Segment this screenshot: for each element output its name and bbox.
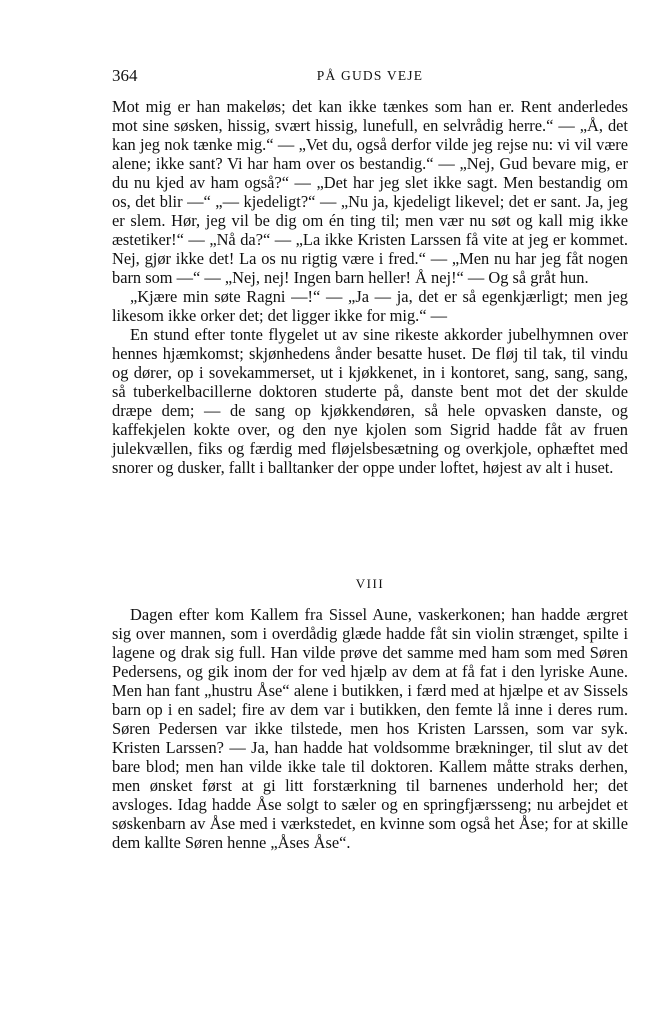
text-block-before-section — [112, 97, 628, 477]
page-header — [112, 66, 628, 88]
section-heading: VIII — [355, 576, 385, 591]
running-title: PÅ GUDS VEJE — [316, 68, 424, 83]
paragraph: En stund efter tonte flygelet ut av sine rikeste akkorder jubelhymnen over hennes hjæmkomst; skjønhedens ånder besatte huset. De fløj til tak, til vindu og dører, op i sovekammerset, ut i kjøkkenet, in i kontoret, sang, sang, sang, så tuberkelbacillerne doktoren studerte på, danste bent mot det der skulde dræpe dem; — de sang op kjøkkendøren, så hele opvasken danste, og kaffekjelen kokte over, og den nye kjolen som Sigrid hadde fåt av fruen julekvællen, fiks og færdig med fløjelsbesætning og overkjole, ophæftet med snorer og dusker, fallt i balltanker der oppe under loftet, højest av alt i huset. — [112, 325, 628, 477]
paragraph: Mot mig er han makeløs; det kan ikke tænkes som han er. Rent anderledes mot sine søsken, hissig, svært hissig, lunefull, en selvrådig herre.“ — „Å, det kan jeg nok tænke mig.“ — „Vet du, også derfor vilde jeg rejse nu: vi vil være alene; ikke sant? Vi har ham over os bestandig.“ — „Nej, Gud bevare mig, er du nu kjed av ham også?“ — „Det har jeg slet ikke sagt. Men bestandig om os, det blir —“ „— kjedeligt?“ — „Nu ja, kjedeligt likevel; det er sant. Ja, jeg er slem. Hør, jeg vil be dig om én ting til; men vær nu søt og kall mig ikke æstetiker!“ — „Nå da?“ — „La ikke Kristen Larssen få vite at jeg er kommet. Nej, gjør ikke det! La os nu rigtig være i fred.“ — „Men nu har jeg fåt nogen barn som —“ — „Nej, nej! Ingen barn heller! Å nej!“ — Og så gråt hun. — [112, 97, 628, 287]
text-block-after-section — [112, 605, 628, 852]
paragraph: „Kjære min søte Ragni —!“ — „Ja — ja, det er så egenkjærligt; men jeg likesom ikke orker det; det ligger ikke for mig.“ — — [112, 287, 628, 325]
paragraph: Dagen efter kom Kallem fra Sissel Aune, vaskerkonen; han hadde ærgret sig over mannen, som i overdådig glæde hadde fåt sin violin strænget, spilte i lagene og drak sig full. Han vilde prøve det samme med ham som med Søren Pedersens, og gik inom der for ved hjælp av dem at få fat i den lyriske Aune. Men han fant „hustru Åse“ alene i butikken, i færd med at hjælpe et av Sissels barn op i en sadel; fire av dem var i butikken, den femte lå inne i deres rum. Søren Pedersen var ikke tilstede, men hos Kristen Larssen, som var syk. Kristen Larssen? — Ja, han hadde hat voldsomme brækninger, til slut av det bare blod; men han vilde ikke tale til doktoren. Kallem måtte straks derhen, men ønsket først at gi litt forstærkning til barnenes underhold her; det avsloges. Idag hadde Åse solgt to sæler og en springfjærsseng; nu arbejdet et søskenbarn av Åse med i værkstedet, en kvinne som også het Åse; for at skille dem kallte Søren henne „Åses Åse“. — [112, 605, 628, 852]
page-number: 364 — [112, 66, 138, 85]
